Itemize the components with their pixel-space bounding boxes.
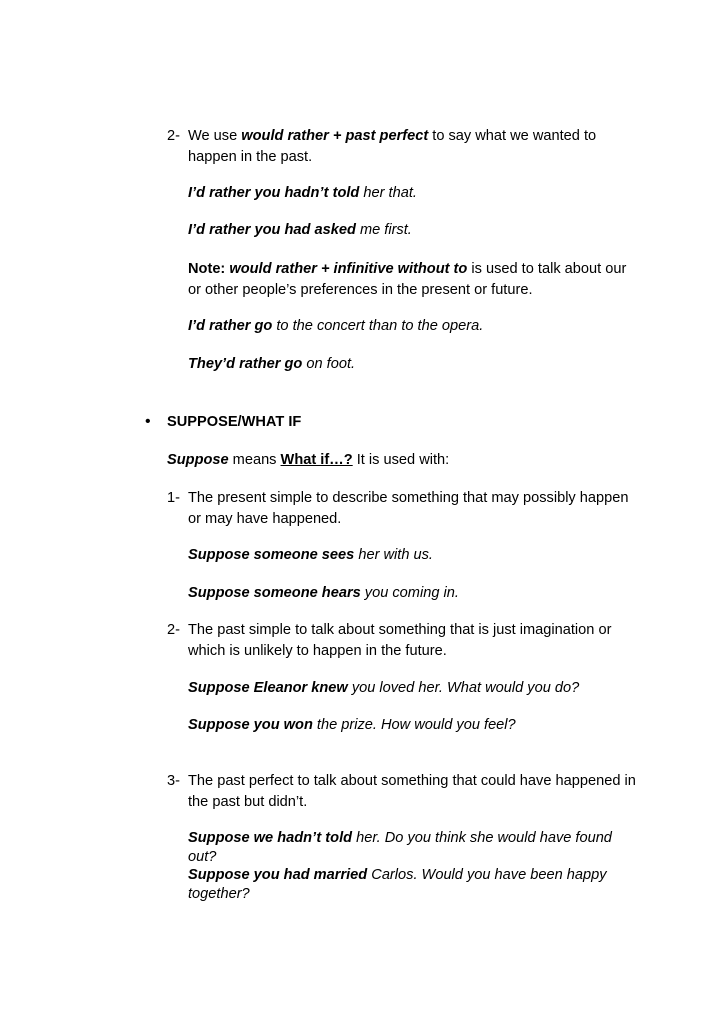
paragraph-line: the past but didn’t.: [188, 794, 308, 810]
list-number: 1-: [167, 490, 180, 506]
example-rest: me first.: [355, 222, 412, 238]
example-bold: They’d rather go: [188, 356, 303, 372]
example-rest: her. Do you think she would have found: [352, 830, 612, 846]
example-rest: you coming in.: [360, 585, 459, 601]
example-bold: Suppose someone sees: [188, 547, 355, 563]
example-sentence: [188, 317, 483, 335]
list-number: 2-: [167, 128, 180, 144]
example-rest: her that.: [359, 185, 417, 201]
text-run: means: [228, 452, 281, 468]
paragraph-line: or may have happened.: [188, 511, 342, 527]
example-bold: Suppose Eleanor knew: [188, 680, 348, 696]
example-sentence: [188, 679, 579, 697]
text-run: We use: [188, 128, 242, 144]
example-sentence: [188, 716, 516, 734]
example-sentence: [188, 184, 417, 202]
list-number: 2-: [167, 622, 180, 638]
text-run: It is used with:: [352, 452, 450, 468]
paragraph-line: [188, 127, 596, 145]
example-sentence: [188, 584, 459, 602]
example-continuation: together?: [188, 886, 250, 902]
example-continuation: out?: [188, 849, 217, 865]
example-rest: Carlos. Would you have been happy: [367, 867, 607, 883]
example-rest: her with us.: [354, 547, 433, 563]
example-rest: the prize. How would you feel?: [312, 717, 516, 733]
paragraph-line: The past perfect to talk about something that could have happened in: [188, 773, 636, 789]
paragraph-line: The present simple to describe something that may possibly happen: [188, 490, 629, 506]
text-run: is used to talk about our: [467, 261, 627, 277]
section-heading: SUPPOSE/WHAT IF: [167, 414, 302, 430]
intro-underlined: What if…?: [280, 452, 353, 468]
text-run: to say what we wanted to: [428, 128, 597, 144]
note-line: [188, 260, 626, 278]
example-bold: I’d rather you had asked: [188, 222, 356, 238]
bullet-icon: •: [145, 413, 151, 430]
note-line: or other people’s preferences in the present or future.: [188, 282, 533, 298]
paragraph-line: which is unlikely to happen in the future.: [188, 643, 447, 659]
example-bold: Suppose you won: [188, 717, 313, 733]
example-bold: I’d rather go: [188, 318, 273, 334]
example-sentence: [188, 546, 433, 564]
intro-line: [167, 451, 449, 469]
note-emphasis: would rather + infinitive without to: [229, 261, 468, 277]
example-rest: on foot.: [302, 356, 356, 372]
example-sentence: [188, 221, 412, 239]
example-bold: Suppose someone hears: [188, 585, 361, 601]
intro-bold: Suppose: [167, 452, 229, 468]
example-sentence: [188, 829, 612, 847]
example-sentence: [188, 355, 355, 373]
example-sentence: [188, 866, 607, 884]
note-label: Note:: [188, 261, 226, 277]
paragraph-line: happen in the past.: [188, 149, 313, 165]
example-rest: you loved her. What would you do?: [347, 680, 580, 696]
example-bold: Suppose we hadn’t told: [188, 830, 353, 846]
list-number: 3-: [167, 773, 180, 789]
example-bold: Suppose you had married: [188, 867, 368, 883]
emphasis-text: would rather + past perfect: [241, 128, 429, 144]
paragraph-line: The past simple to talk about something that is just imagination or: [188, 622, 612, 638]
example-rest: to the concert than to the opera.: [272, 318, 484, 334]
example-bold: I’d rather you hadn’t told: [188, 185, 360, 201]
